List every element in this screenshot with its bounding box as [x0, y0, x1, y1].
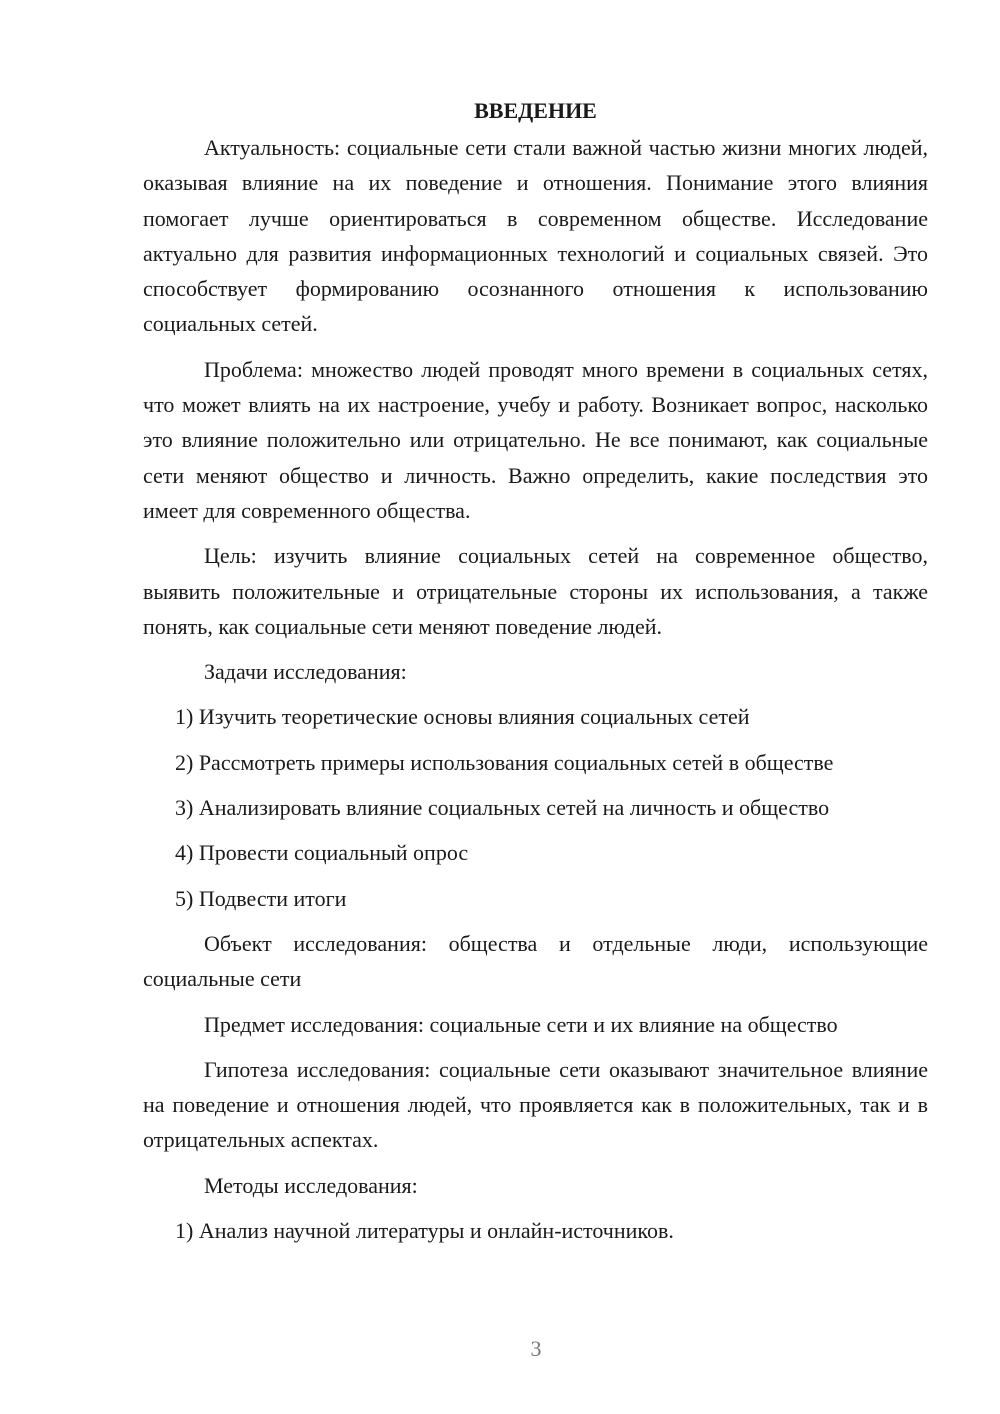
goal-paragraph: Цель: изучить влияние социальных сетей на современное общество, выявить положительные и отрицательные стороны их использования, а также понять, как социальные сети меняют поведение людей. — [143, 543, 928, 639]
list-item: 5) Подвести итоги — [175, 885, 347, 911]
list-item: 1) Анализ научной литературы и онлайн-источников. — [175, 1218, 674, 1244]
tasks-list — [143, 699, 928, 915]
list-item: 3) Анализировать влияние социальных сетей на личность и общество — [175, 795, 830, 821]
subject-paragraph: Предмет исследования: социальные сети и их влияние на общество — [204, 1011, 838, 1037]
problem-paragraph: Проблема: множество людей проводят много времени в социальных сетях, что может влиять на их настроение, учебу и работу. Возникает вопрос, насколько это влияние положительно или отрицательно. Не все понимают, как социальные сети меняют общество и личность. Важно определить, какие последствия это имеет для современного общества. — [143, 356, 928, 523]
hypothesis-paragraph: Гипотеза исследования: социальные сети оказывают значительное влияние на поведение и отношения людей, что проявляется как в положительных, так и в отрицательных аспектах. — [143, 1056, 928, 1153]
list-item: 2) Рассмотреть примеры использования социальных сетей в обществе — [175, 749, 834, 775]
document-page — [143, 96, 928, 1258]
methods-list — [143, 1213, 928, 1248]
object-paragraph: Объект исследования: общества и отдельные люди, использующие социальные сети — [143, 930, 928, 992]
tasks-heading: Задачи исследования: — [204, 659, 407, 685]
relevance-paragraph: Актуальность: социальные сети стали важной частью жизни многих людей, оказывая влияние на их поведение и отношения. Понимание этого влияния помогает лучше ориентироваться в современном обществе. Исследование актуально для развития информационных технологий и социальных связей. Это способствует формированию осознанного отношения к использованию социальных сетей. — [143, 135, 928, 337]
list-item: 4) Провести социальный опрос — [175, 840, 469, 866]
methods-heading: Методы исследования: — [204, 1172, 418, 1198]
page-number: 3 — [530, 1336, 542, 1361]
page-title: ВВЕДЕНИЕ — [474, 98, 597, 123]
list-item: 1) Изучить теоретические основы влияния социальных сетей — [175, 704, 750, 730]
